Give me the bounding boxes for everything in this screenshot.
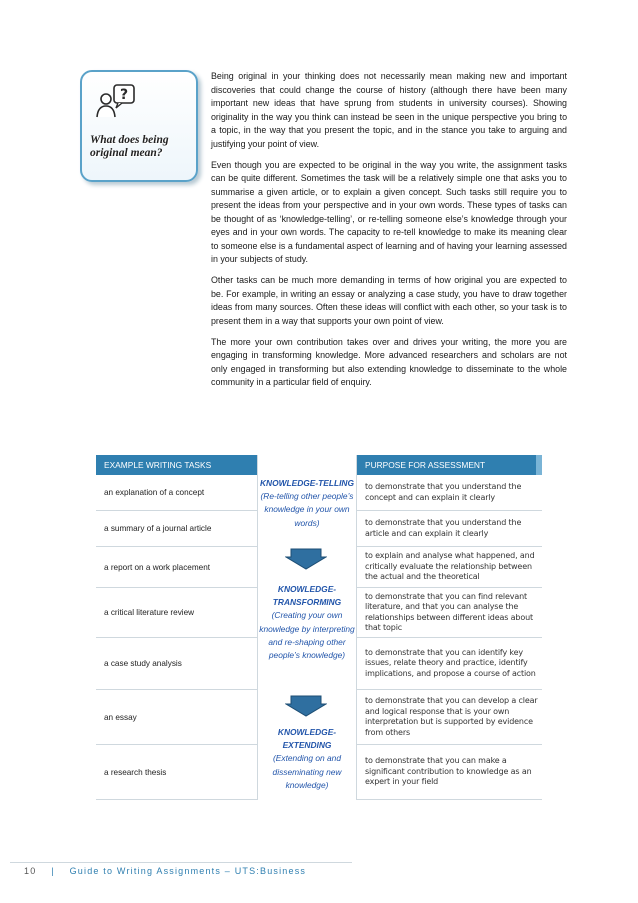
stage-desc: (Re-telling other people’s knowledge in your own words) (260, 491, 354, 528)
header-purpose: PURPOSE FOR ASSESSMENT (357, 455, 542, 475)
writing-tasks-table (96, 455, 542, 800)
callout-title: What does being original mean? (90, 134, 169, 159)
purpose-cell: to demonstrate that you can develop a clear and logical response that is your own interpretation but is supported by evidence from others (357, 690, 542, 745)
stage-transforming (257, 583, 357, 662)
paragraph: Even though you are expected to be original in the way you write, the assignment tasks can be quite different. Sometimes the task will be a relatively simple one that asks you to summarise a given article, or to explain a given concept. Such tasks still require you to present the ideas from your perspective and in your own words. These types of tasks can be thought of as ‘knowledge-telling’, or re-telling someone else’s knowledge through your eyes and in your own words. The capacity to re-tell knowledge to make its meaning clear to someone else is a fundamental aspect of learning and of having your learning assessed in your subjects of study. (211, 159, 567, 264)
svg-text:?: ? (119, 87, 129, 103)
task-cell: an explanation of a concept (96, 475, 257, 511)
paragraph: Other tasks can be much more demanding in terms of how original you are expected to be. For example, in writing an essay or analyzing a case study, you have to draw together ideas from many sources. Often these ideas will conflict with each other, so your task is to present them in a way that supports your own point of view. (211, 275, 567, 326)
paragraph: Being original in your thinking does not necessarily mean making new and important discoveries that could change the course of history (although there have been many important new ideas that have sprung from students in university courses). Showing originality in the way you think can instead be seen in the unique perspective you bring to a topic, in the way that you present the topic, and in the stance you take to arguing and justifying your point of view. (211, 71, 567, 149)
purpose-cell: to demonstrate that you can identify key issues, relate theory and practice, identify implications, and propose a course of action (357, 638, 542, 690)
stage-title: KNOWLEDGE-TELLING (260, 478, 354, 488)
task-cell: a case study analysis (96, 638, 257, 690)
page-footer (24, 866, 306, 876)
purpose-cell: to demonstrate that you understand the concept and can explain it clearly (357, 475, 542, 511)
purpose-cell: to demonstrate that you can make a significant contribution to knowledge as an expert in your field (357, 745, 542, 800)
task-cell: a critical literature review (96, 588, 257, 638)
person-question-icon (96, 84, 136, 118)
footer-separator: | (51, 866, 55, 876)
stage-telling (257, 477, 357, 530)
purpose-cell: to demonstrate that you understand the article and can explain it clearly (357, 511, 542, 547)
down-arrow-icon (285, 548, 327, 570)
purpose-cell: to demonstrate that you can find relevant literature, and that you can analyse the relationships between different ideas about that topic (357, 588, 542, 638)
stage-title: KNOWLEDGE-TRANSFORMING (272, 584, 342, 608)
task-cell: an essay (96, 690, 257, 745)
body-text (211, 70, 567, 397)
callout-box (80, 70, 198, 182)
footer-title: Guide to Writing Assignments – UTS:Business (69, 866, 307, 876)
purpose-cell: to explain and analyse what happened, and critically evaluate the relationship between the actual and the theoretical (357, 547, 542, 588)
task-cell: a research thesis (96, 745, 257, 800)
paragraph: The more your own contribution takes over and drives your writing, the more you are engaging in transforming knowledge. More advanced researchers and scholars are not only engaged in transforming but also extending knowledge to disseminate to the whole community in a particular field of enquiry. (211, 336, 567, 387)
down-arrow-icon (285, 695, 327, 717)
stage-desc: (Extending on and disseminating new knowledge) (272, 753, 342, 790)
stage-extending (257, 726, 357, 792)
task-cell: a report on a work placement (96, 547, 257, 588)
stage-desc: (Creating your own knowledge by interpreting and re-shaping other people’s knowledge) (259, 610, 355, 661)
header-example-tasks: EXAMPLE WRITING TASKS (96, 455, 257, 475)
page-number: 10 (24, 866, 37, 876)
task-cell: a summary of a journal article (96, 511, 257, 547)
stage-title: KNOWLEDGE-EXTENDING (277, 727, 337, 751)
footer-divider (10, 862, 352, 863)
